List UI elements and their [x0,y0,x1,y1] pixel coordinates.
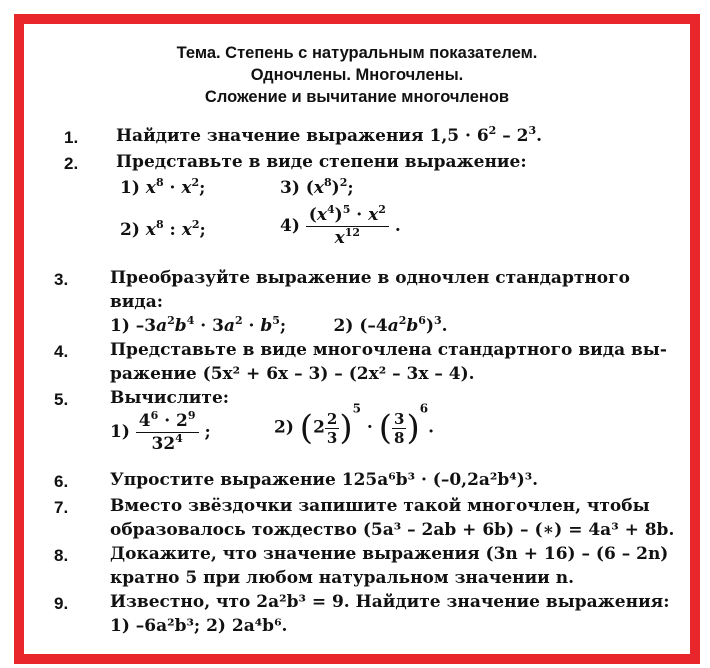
task-6-text: Упростите выражение 125a⁶b³ · (–0,2a²b⁴)³. [110,470,539,490]
task-4-number: 4. [54,342,69,361]
title-line-2: Одночлены. Многочлены. [250,66,464,84]
task-9-line-1: Известно, что 2a²b³ = 9. Найдите значение выражения: [110,592,670,612]
task-5-text: Вычислите: [110,388,230,408]
task-5-option-1: 1) $\frac{4^6 \cdot 2^9}{32^4}$ ; [110,409,211,454]
task-1-mid: – 2 [496,126,529,146]
task-2-text: Представьте в виде степени выражение: [116,152,527,172]
task-3-options: 1) $-3a^2b^4 \cdot 3a^2 \cdot b^5$; 2) $(-4a^2b^6)^3$. [110,314,448,336]
task-5-number: 5. [54,390,69,409]
task-6-number: 6. [54,472,69,491]
task-2-option-1: 1) $x^8 \cdot x^2$; [120,176,206,198]
task-9-number: 9. [54,594,69,613]
task-3-line-2: вида: [110,292,164,312]
task-1-text [116,126,542,146]
task-7-line-2: образовалось тождество (5a³ – 2ab + 6b) – (∗) = 4a³ + 8b. [110,520,675,540]
title-topic: Степень с натуральным показателем. [225,44,538,62]
task-8-line-2: кратно 5 при любом натуральном значении n. [110,568,574,588]
task-3-number: 3. [54,270,69,289]
task-1-body: Найдите значение выражения 1,5 · 6 [116,126,489,146]
worksheet [24,24,690,654]
task-2-option-4: 4) $\frac{(x^4)^5 \cdot x^2}{x^{12}}$ . [280,203,401,248]
task-4-line-2: ражение (5x² + 6x – 3) – (2x² – 3x – 4). [110,364,475,384]
task-4-line-1: Представьте в виде многочлена стандартного вида вы- [110,340,667,360]
task-1-exp2: 3 [528,124,537,137]
task-8-line-1: Докажите, что значение выражения (3n + 16) – (6 – 2n) [110,544,669,564]
title-topic-label: Тема. [176,44,221,62]
task-2-number: 2. [64,154,79,173]
task-2-option-3: 3) $(x^8)^2$; [280,176,354,198]
task-8-number: 8. [54,546,69,565]
title-line-3: Сложение и вычитание многочленов [204,88,510,106]
task-1-exp1: 2 [488,124,497,137]
task-5-option-2: 2) (2 $\frac{2}{3}$ )$^5$ · ( $\frac{3}{8}$ )$^6$. [274,401,434,448]
worksheet-frame [14,14,700,664]
task-9-line-2: 1) –6a²b³; 2) 2a⁴b⁶. [110,616,288,636]
task-7-line-1: Вместо звёздочки запишите такой многочлен, чтобы [110,496,650,516]
task-3-line-1: Преобразуйте выражение в одночлен стандартного [110,268,630,288]
task-1-end: . [536,126,543,146]
task-1-number: 1. [64,128,79,147]
task-7-number: 7. [54,498,69,517]
task-2-option-2: 2) $x^8$ : $x^2$; [120,218,206,240]
title-line-1 [24,44,690,63]
